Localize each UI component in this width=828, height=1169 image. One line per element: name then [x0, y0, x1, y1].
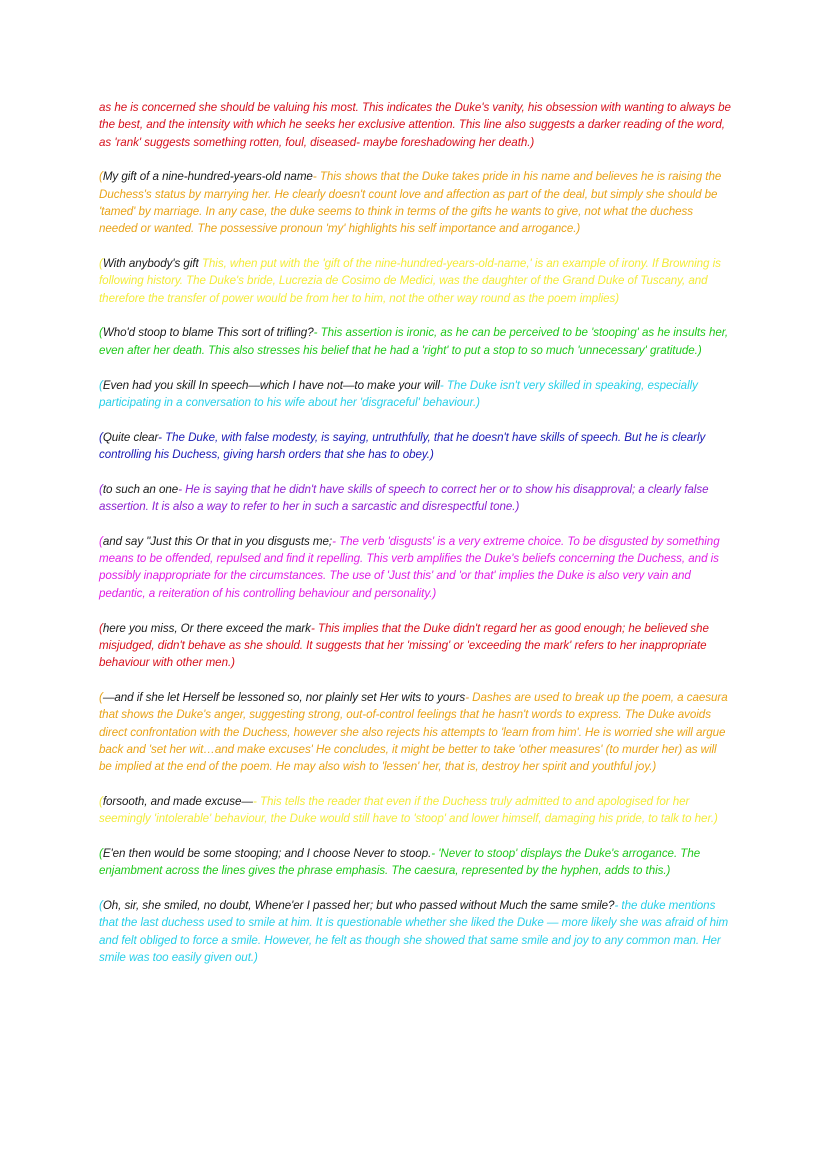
open-bracket: (: [99, 621, 103, 635]
note-paragraph-1: [99, 99, 731, 151]
annotation-text: - This assertion is ironic, as he can be perceived to be 'stooping' as he insults her, even after her death. This also stresses his belief that he had a 'right' to put a stop to so much 'unnecessary' gratitude.): [99, 326, 729, 357]
note-paragraph-4: [99, 324, 731, 359]
poem-quote: With anybody's gift: [102, 257, 199, 271]
annotation-text: - He is saying that he didn't have skills of speech to correct her or to show his disapproval; a clearly false assertion. It is also a way to refer to her in such a sarcastic and disrespectful tone.): [99, 482, 709, 514]
poem-quote: E'en then would be some stooping; and I choose Never to stoop.: [102, 847, 432, 860]
open-bracket: (: [99, 690, 103, 704]
poem-quote: Who'd stoop to blame This sort of trifling?: [102, 326, 314, 340]
annotation-text: - Dashes are used to break up the poem, a caesura that shows the Duke's anger, suggesting strong, out-of-control feelings that he hasn't words to express. The Duke avoids direct confrontation with the Duchess, however she also rejects his attempts to 'learn from him'. He is worried she will argue back and 'set her wit…and make excuses' He concludes, it might be better to take 'other measures' (to murder her) as will be implied at the end of the poem. He may also wish to 'lessen' her, that is, destroy her spirit and youthful joy.): [99, 690, 728, 774]
annotation-text: - This shows that the Duke takes pride in his name and believes he is raising the Duchess's status by marrying her. He clearly doesn't count love and affection as part of the deal, but simply she should be 'tamed' by marriage. In any case, the duke seems to think in terms of the gifts he wants to give, not what the duchess needed or wanted. The possessive pronoun 'my' highlights his self importance and arrogance.): [99, 170, 722, 236]
note-paragraph-11: [99, 793, 731, 828]
open-bracket: (: [99, 899, 103, 913]
poem-quote: Oh, sir, she smiled, no doubt, Whene'er I passed her; but who passed without Much the same smile?: [102, 899, 615, 913]
poem-quote: forsooth, and made excuse—: [102, 794, 253, 808]
poem-quote: Even had you skill In speech—which I have not—to make your will: [102, 378, 440, 392]
annotation-text: - The verb 'disgusts' is a very extreme choice. To be disgusted by something means to be offended, repulsed and find it repelling. This verb amplifies the Duke's beliefs concerning the Duchess, and is possibly inappropriate for the circumstances. The use of 'Just this' and 'or that' implies the Duke is also very vain and pedantic, a reiteration of his controlling behaviour and personality.): [99, 534, 720, 600]
note-paragraph-5: [99, 377, 731, 412]
note-paragraph-6: [99, 429, 731, 464]
annotation-text: - This tells the reader that even if the Duchess truly admitted to and apologised for her seemingly 'intolerable' behaviour, the Duke would still have to 'stoop' and lower himself, damaging his pride, to talk to her.): [99, 794, 718, 826]
open-bracket: (: [99, 326, 103, 340]
open-bracket: (: [99, 847, 103, 860]
note-paragraph-13: [99, 897, 731, 966]
note-paragraph-12: [99, 845, 731, 880]
note-paragraph-2: [99, 168, 731, 237]
annotation-text: - the duke mentions that the last duchess used to smile at him. It is questionable whether she liked the Duke — more likely she was afraid of him and felt obliged to force a smile. However, he felt as though she showed that same smile and joy to any common man. Her smile was too easily given out.): [99, 899, 729, 964]
open-bracket: (: [99, 534, 103, 548]
annotation-text: as he is concerned she should be valuing his most. This indicates the Duke's vanity, his obsession with wanting to always be the best, and the intensity with which he seeks her exclusive attention. This line also suggests a darker reading of the word, as 'rank' suggests something rotten, foul, diseased- maybe foreshadowing her death.): [99, 101, 731, 149]
poem-quote: to such an one: [102, 482, 179, 496]
open-bracket: (: [99, 794, 103, 808]
note-paragraph-3: [99, 255, 731, 307]
open-bracket: (: [99, 482, 103, 496]
poem-quote: here you miss, Or there exceed the mark: [102, 621, 311, 635]
poem-quote: —and if she let Herself be lessoned so, nor plainly set Her wits to yours: [102, 690, 466, 704]
annotation-text: - 'Never to stoop' displays the Duke's arrogance. The enjambment across the lines gives the phrase emphasis. The caesura, represented by the hyphen, adds to this.): [99, 847, 701, 878]
note-paragraph-7: [99, 481, 731, 516]
annotation-text: - The Duke isn't very skilled in speaking, especially participating in a conversation to his wife about her 'disgraceful' behaviour.): [99, 378, 698, 409]
poem-quote: and say "Just this Or that in you disgusts me;: [102, 534, 333, 548]
open-bracket: (: [99, 378, 103, 392]
annotation-text: - This implies that the Duke didn't regard her as good enough; he believed she misjudged, didn't behave as she should. It suggests that her 'missing' or 'exceeding the mark' refers to her inappropriate behaviour with other men.): [99, 621, 709, 670]
note-paragraph-9: [99, 620, 731, 672]
annotation-text: This, when put with the 'gift of the nine-hundred-years-old-name,' is an example of irony. If Browning is following history. The Duke's bride, Lucrezia de Cosimo de Medici, was the daughter of the Grand Duke of Tuscany, and therefore the transfer of power would be from her to him, not the other way round as the poem implies): [99, 257, 721, 305]
open-bracket: (: [99, 257, 103, 271]
poem-quote: My gift of a nine-hundred-years-old name: [102, 170, 313, 184]
annotated-notes-page: [99, 99, 731, 984]
poem-quote: Quite clear: [102, 430, 159, 444]
open-bracket: (: [99, 430, 103, 444]
note-paragraph-8: [99, 533, 731, 602]
annotation-text: - The Duke, with false modesty, is saying, untruthfully, that he doesn't have skills of speech. But he is clearly controlling his Duchess, giving harsh orders that she has to obey.): [99, 430, 706, 461]
open-bracket: (: [99, 170, 103, 184]
note-paragraph-10: [99, 689, 731, 775]
